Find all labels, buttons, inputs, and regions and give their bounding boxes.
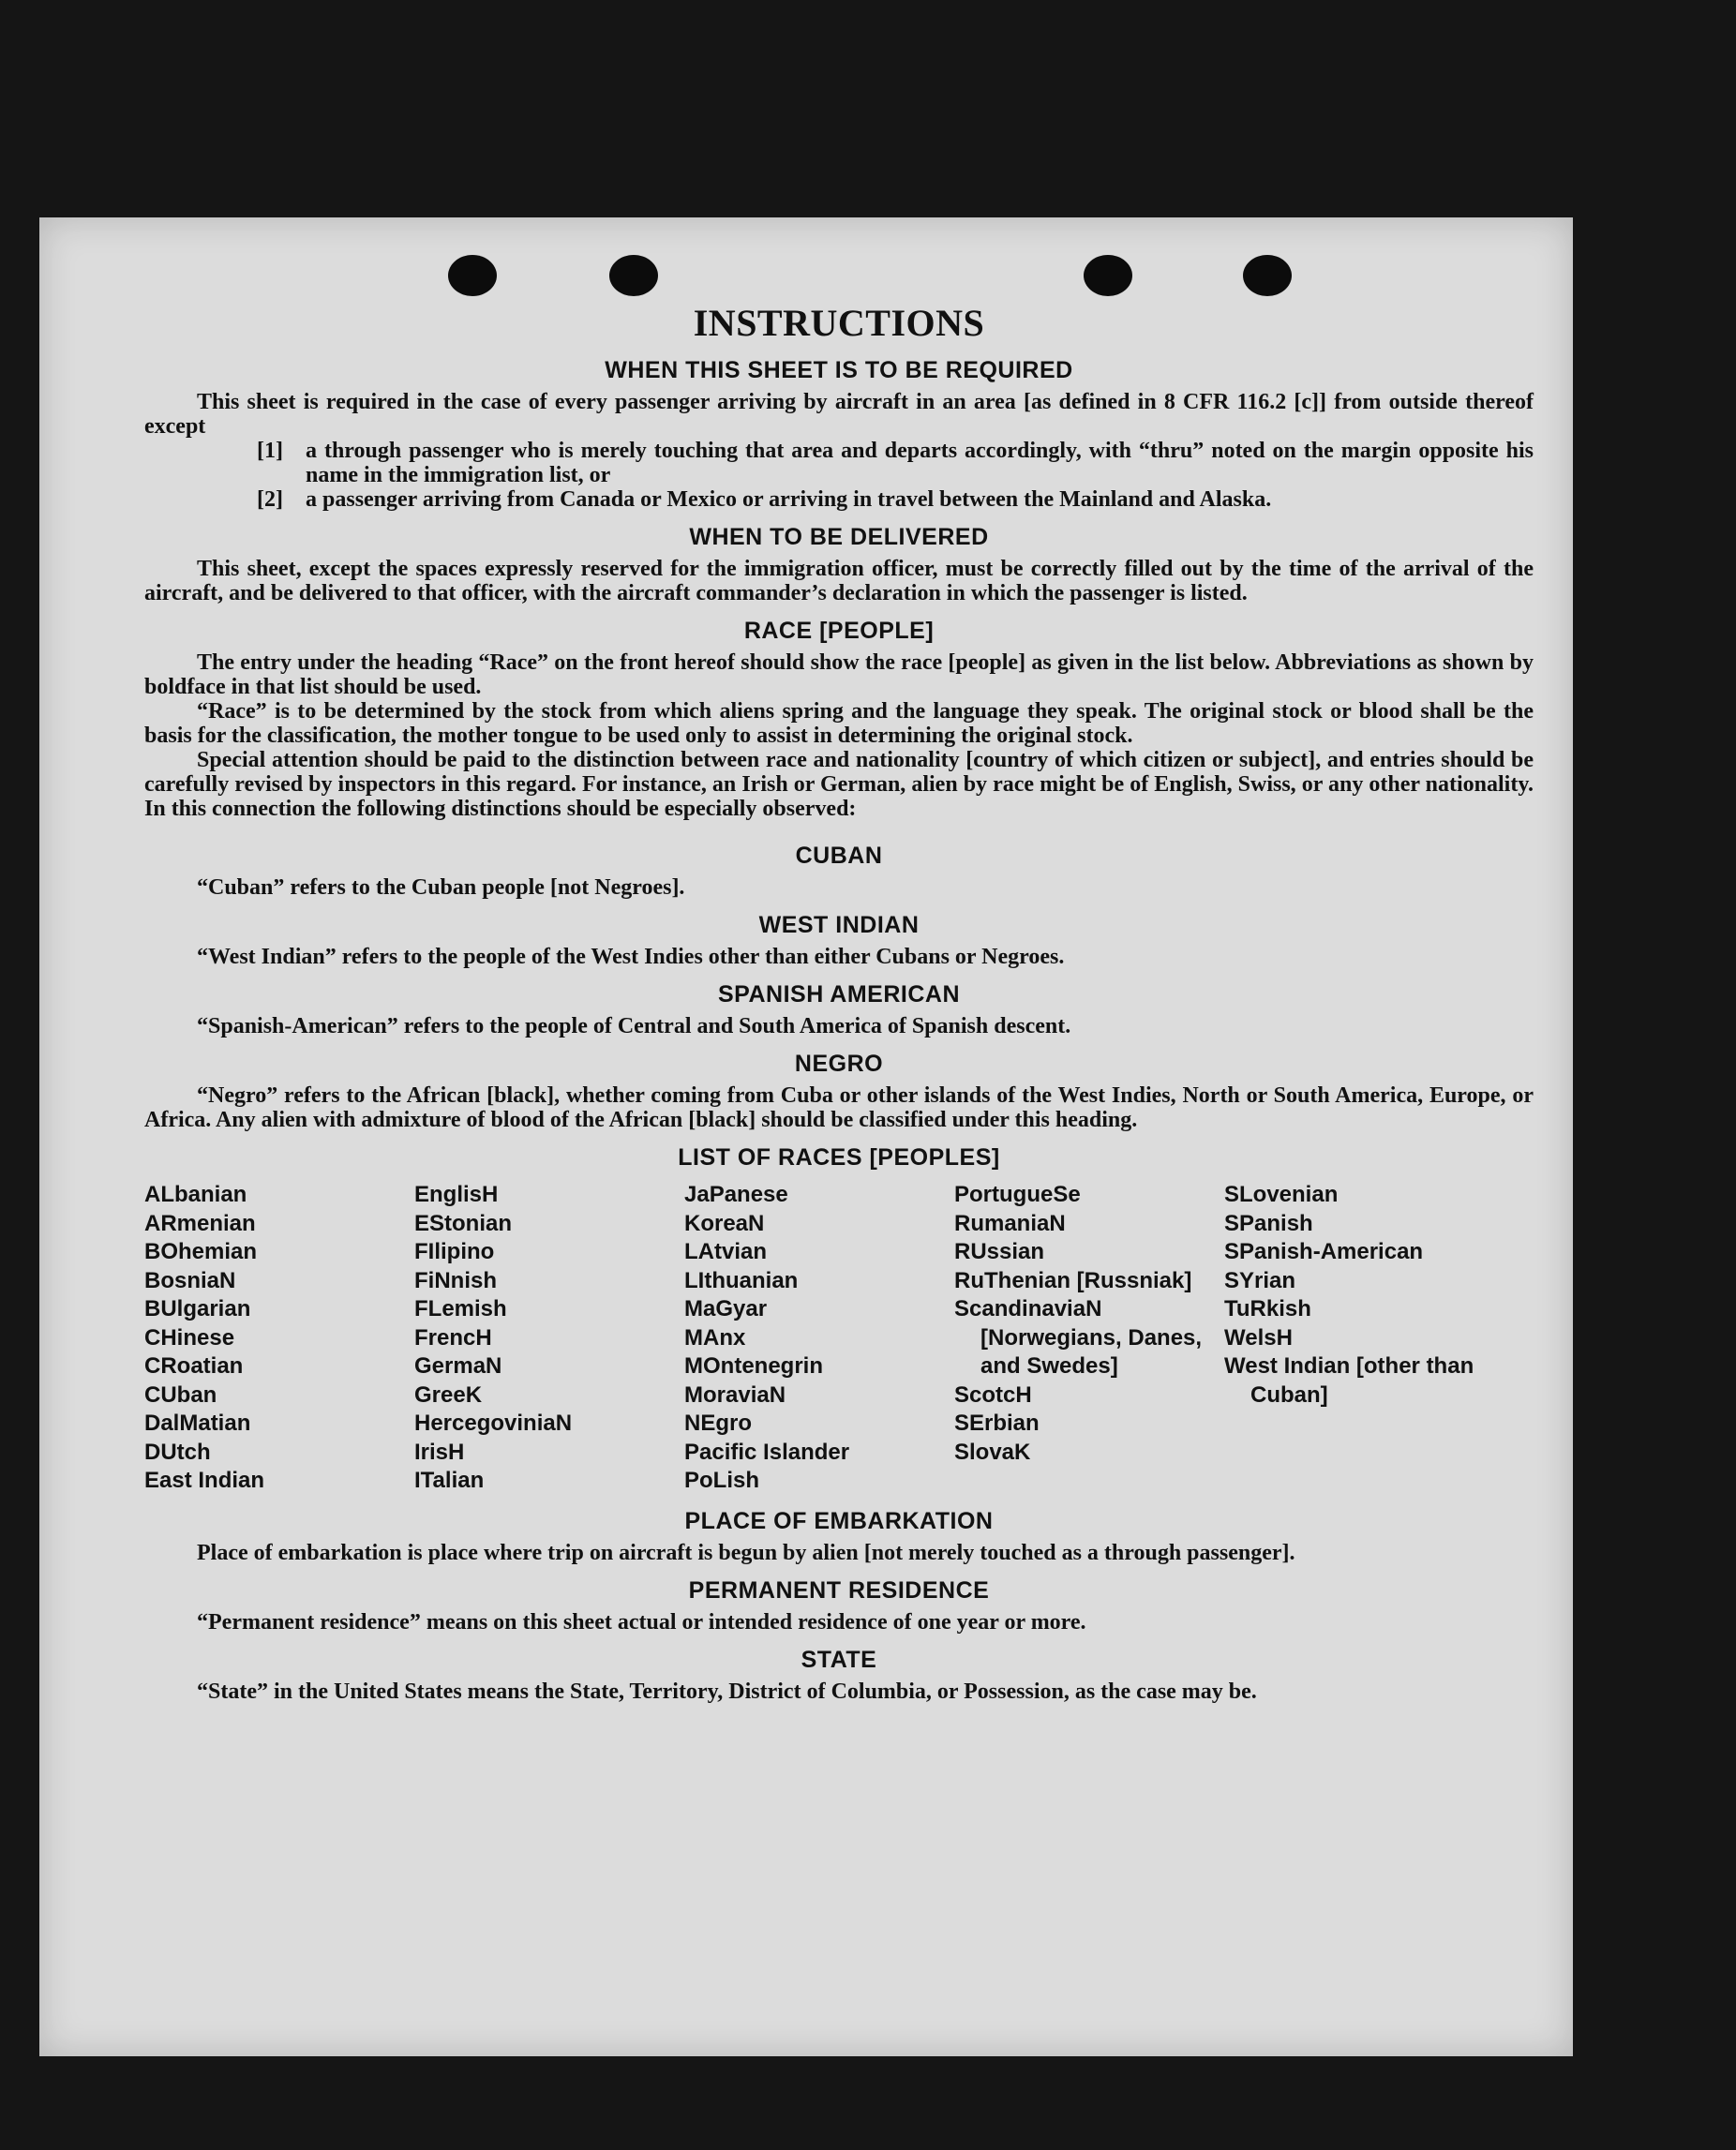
exception-text: a through passenger who is merely touching that area and departs accordingly, with “thru” noted on the margin opposite his name in the immigration list, or (306, 439, 1534, 487)
spanish-american-text: “Spanish-American” refers to the people of Central and South America of Spanish descent. (197, 1014, 1071, 1038)
instructions-content (144, 302, 1534, 1704)
races-list (144, 1181, 1534, 1496)
cuban-text: “Cuban” refers to the Cuban people [not Negroes]. (197, 875, 685, 900)
race-item: SlovaK (954, 1439, 1031, 1465)
race-item: MOntenegrin (684, 1353, 823, 1379)
race-item: HercegoviniaN (414, 1411, 573, 1436)
race-item: BosniaN (144, 1267, 236, 1293)
race-item: DalMatian (144, 1411, 251, 1436)
races-column (414, 1181, 684, 1496)
punch-hole (448, 255, 497, 296)
race-item: BUlgarian (144, 1296, 251, 1321)
race-item: EStonian (414, 1210, 513, 1236)
section-heading-delivered: WHEN TO BE DELIVERED (689, 524, 989, 550)
section-heading-spanish-american: SPANISH AMERICAN (717, 981, 960, 1008)
race-item: ARmenian (144, 1210, 256, 1236)
race-item: IrisH (414, 1439, 465, 1465)
race-item: GermaN (414, 1353, 502, 1379)
race-paragraph: Special attention should be paid to the distinction between race and nationality [country of which citizen or subject], and entries should be carefully revised by inspectors in this regard. For instance, an Irish or German, alien by race might be of English, Swiss, or any other nationality. In this connection the following distinctions should be especially observed: (144, 748, 1534, 821)
race-item: KoreaN (684, 1210, 765, 1236)
race-item: CUban (144, 1381, 217, 1408)
race-item: ALbanian (144, 1182, 247, 1207)
race-item: SPanish (1224, 1210, 1313, 1236)
race-item: SYrian (1224, 1267, 1296, 1293)
exception-number: [1] (257, 439, 283, 463)
state-text: “State” in the United States means the State, Territory, District of Columbia, or Possession, as the case may be. (197, 1679, 1257, 1704)
delivered-text: This sheet, except the spaces expressly reserved for the immigration officer, must be correctly filled out by the time of the arrival of the aircraft, and be delivered to that officer, with the aircraft commander’s declaration in which the passenger is listed. (144, 557, 1534, 605)
exception-item (257, 439, 1534, 487)
west-indian-text: “West Indian” refers to the people of the West Indies other than either Cubans or Negroes. (197, 945, 1065, 969)
races-column (144, 1181, 414, 1496)
race-item: FrencH (414, 1324, 492, 1351)
race-item: EnglisH (414, 1182, 499, 1207)
embarkation-text: Place of embarkation is place where trip on aircraft is begun by alien [not merely touched as a through passenger]. (197, 1540, 1295, 1565)
race-item: TuRkish (1224, 1296, 1311, 1321)
race-item: RuThenian [Russniak] (954, 1267, 1192, 1293)
residence-text: “Permanent residence” means on this sheet actual or intended residence of one year or more. (197, 1609, 1086, 1635)
race-item: East Indian (144, 1468, 265, 1493)
section-heading-state: STATE (801, 1646, 877, 1673)
races-column (684, 1181, 954, 1496)
race-item: Pacific Islander (684, 1439, 850, 1465)
race-item: LIthuanian (684, 1267, 799, 1293)
race-item: BOhemian (144, 1239, 258, 1264)
race-paragraph: The entry under the heading “Race” on the front hereof should show the race [people] as given in the list below. Abbreviations as shown by boldface in that list should be used. (144, 650, 1534, 699)
punch-hole (609, 255, 658, 296)
section-heading-required: WHEN THIS SHEET IS TO BE REQUIRED (605, 357, 1073, 383)
race-item: CHinese (144, 1324, 235, 1351)
race-item: JaPanese (684, 1182, 788, 1207)
punch-hole (1243, 255, 1292, 296)
race-item: RumaniaN (954, 1210, 1066, 1236)
exception-number: [2] (257, 487, 283, 512)
section-heading-race: RACE [PEOPLE] (743, 618, 935, 644)
section-heading-residence: PERMANENT RESIDENCE (688, 1576, 990, 1604)
section-heading-list-of-races: LIST OF RACES [PEOPLES] (678, 1144, 1000, 1171)
races-column (954, 1181, 1224, 1496)
required-intro: This sheet is required in the case of every passenger arriving by aircraft in an area [as defined in 8 CFR 116.2 [c]] from outside thereof except (144, 390, 1534, 439)
race-item: SLovenian (1224, 1182, 1339, 1207)
race-item: ITalian (414, 1468, 485, 1493)
race-item: LAtvian (684, 1239, 768, 1264)
section-heading-cuban: CUBAN (795, 843, 883, 869)
race-item: WelsH (1224, 1324, 1293, 1351)
race-item: CRoatian (144, 1353, 244, 1379)
race-item: SPanish-American (1224, 1239, 1424, 1264)
races-column (1224, 1181, 1494, 1496)
section-heading-negro: NEGRO (794, 1051, 884, 1077)
negro-text: “Negro” refers to the African [black], whether coming from Cuba or other islands of the West Indies, North or South America, Europe, or Africa. Any alien with admixture of blood of the African [black] should be classified under this heading. (144, 1083, 1534, 1132)
race-item: PoLish (684, 1468, 760, 1493)
race-item: RUssian (954, 1239, 1045, 1264)
race-item: MoraviaN (684, 1381, 786, 1408)
race-item: ScotcH (954, 1381, 1032, 1408)
race-item: DUtch (144, 1439, 211, 1465)
race-item: MaGyar (684, 1296, 768, 1321)
exception-text: a passenger arriving from Canada or Mexico or arriving in travel between the Mainland and Alaska. (306, 487, 1272, 512)
race-item: PortugueSe (954, 1182, 1081, 1207)
document-sheet (39, 217, 1573, 2056)
race-paragraph: “Race” is to be determined by the stock from which aliens spring and the language they speak. The original stock or blood shall be the basis for the classification, the mother tongue to be used only to assist in determining the original stock. (144, 699, 1534, 748)
race-item: FiNnish (414, 1267, 497, 1293)
race-item: FLemish (414, 1296, 507, 1321)
page-title: INSTRUCTIONS (693, 302, 985, 344)
race-item: West Indian [other than Cuban] (1224, 1353, 1474, 1408)
race-item: MAnx (684, 1324, 746, 1351)
race-item: NEgro (684, 1411, 752, 1436)
race-item: GreeK (414, 1381, 483, 1408)
race-item: SErbian (954, 1411, 1040, 1436)
race-item: ScandinaviaN [Norwegians, Danes, and Swedes] (954, 1296, 1203, 1379)
exception-item (257, 487, 1534, 512)
punch-hole (1084, 255, 1132, 296)
section-heading-west-indian: WEST INDIAN (758, 912, 920, 938)
race-item: FIlipino (414, 1239, 495, 1264)
section-heading-embarkation: PLACE OF EMBARKATION (684, 1507, 994, 1534)
